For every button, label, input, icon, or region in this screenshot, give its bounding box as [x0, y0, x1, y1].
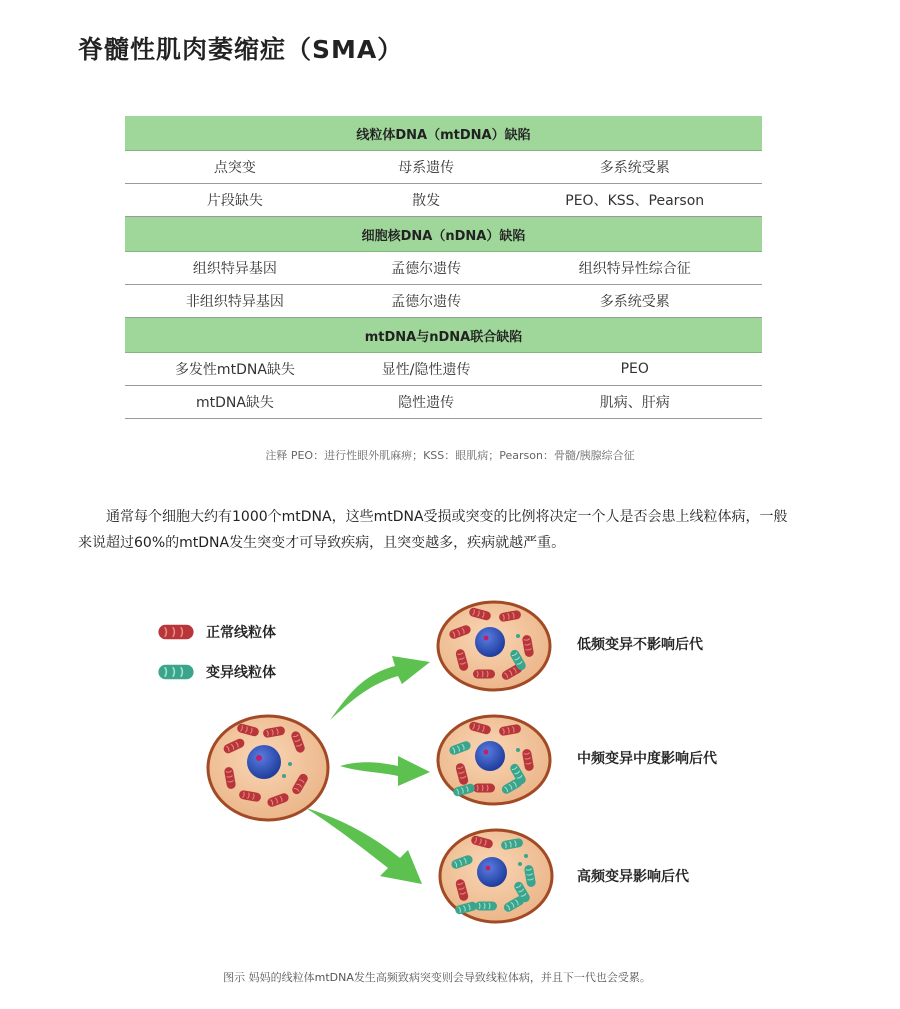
- arrow-to-mid-icon: [340, 756, 430, 786]
- table-cell: PEO: [507, 353, 762, 386]
- page-title: 脊髓性肌肉萎缩症（SMA）: [78, 35, 404, 64]
- legend-mutant-label: 变异线粒体: [206, 665, 276, 681]
- table-row: [125, 151, 762, 184]
- cell-inheritance-figure: [0, 580, 900, 960]
- arrow-to-low-icon: [330, 656, 430, 720]
- table-cell: 组织特异性综合征: [507, 252, 762, 285]
- table-cell: 片段缺失: [125, 184, 345, 217]
- table-cell: 点突变: [125, 151, 345, 184]
- table-cell: 母系遗传: [345, 151, 508, 184]
- table-section-header: [125, 217, 762, 252]
- table-row: [125, 252, 762, 285]
- table-cell: mtDNA缺失: [125, 386, 345, 419]
- arrow-to-high-icon: [306, 808, 422, 884]
- table-note: 注释 PEO：进行性眼外肌麻痹；KSS：眼肌病；Pearson：骨髓/胰腺综合征: [265, 449, 635, 462]
- normal-mitochondrion-legend-icon: [158, 625, 193, 639]
- table-row: [125, 386, 762, 419]
- outcome-mid-label: 中频变异中度影响后代: [577, 751, 717, 767]
- section-header-ndna: 细胞核DNA（nDNA）缺陷: [125, 217, 762, 252]
- outcome-low-label: 低频变异不影响后代: [577, 637, 703, 653]
- table-cell: 多系统受累: [507, 285, 762, 318]
- outcome-high-label: 高频变异影响后代: [577, 869, 689, 885]
- table-row: [125, 184, 762, 217]
- table-cell: 多发性mtDNA缺失: [125, 353, 345, 386]
- body-paragraph: 通常每个细胞大约有1000个mtDNA，这些mtDNA受损或突变的比例将决定一个人是否会患上线粒体病，一般来说超过60%的mtDNA发生突变才可导致疾病，且突变越多，疾病就越严重。: [78, 509, 788, 551]
- table-cell: 组织特异基因: [125, 252, 345, 285]
- table-row: [125, 353, 762, 386]
- table-section-header: [125, 116, 762, 151]
- section-header-mtdna: 线粒体DNA（mtDNA）缺陷: [125, 116, 762, 151]
- table-section-header: [125, 318, 762, 353]
- table-cell: 显性/隐性遗传: [345, 353, 508, 386]
- mutant-mitochondrion-legend-icon: [158, 665, 193, 679]
- table-cell: 孟德尔遗传: [345, 252, 508, 285]
- table-cell: 非组织特异基因: [125, 285, 345, 318]
- table-cell: PEO、KSS、Pearson: [507, 184, 762, 217]
- table-cell: 肌病、肝病: [507, 386, 762, 419]
- high-variant-offspring-cell: [440, 830, 552, 922]
- table-cell: 隐性遗传: [345, 386, 508, 419]
- figure-caption: 图示 妈妈的线粒体mtDNA发生高频致病突变则会导致线粒体病，并且下一代也会受累。: [223, 971, 651, 984]
- table-cell: 散发: [345, 184, 508, 217]
- mother-cell: [208, 716, 328, 820]
- mitochondrial-disease-table: [125, 116, 762, 419]
- mid-variant-offspring-cell: [438, 716, 550, 804]
- legend-normal-label: 正常线粒体: [206, 625, 276, 641]
- low-variant-offspring-cell: [438, 602, 550, 690]
- table-cell: 孟德尔遗传: [345, 285, 508, 318]
- section-header-combined: mtDNA与nDNA联合缺陷: [125, 318, 762, 353]
- table-cell: 多系统受累: [507, 151, 762, 184]
- table-row: [125, 285, 762, 318]
